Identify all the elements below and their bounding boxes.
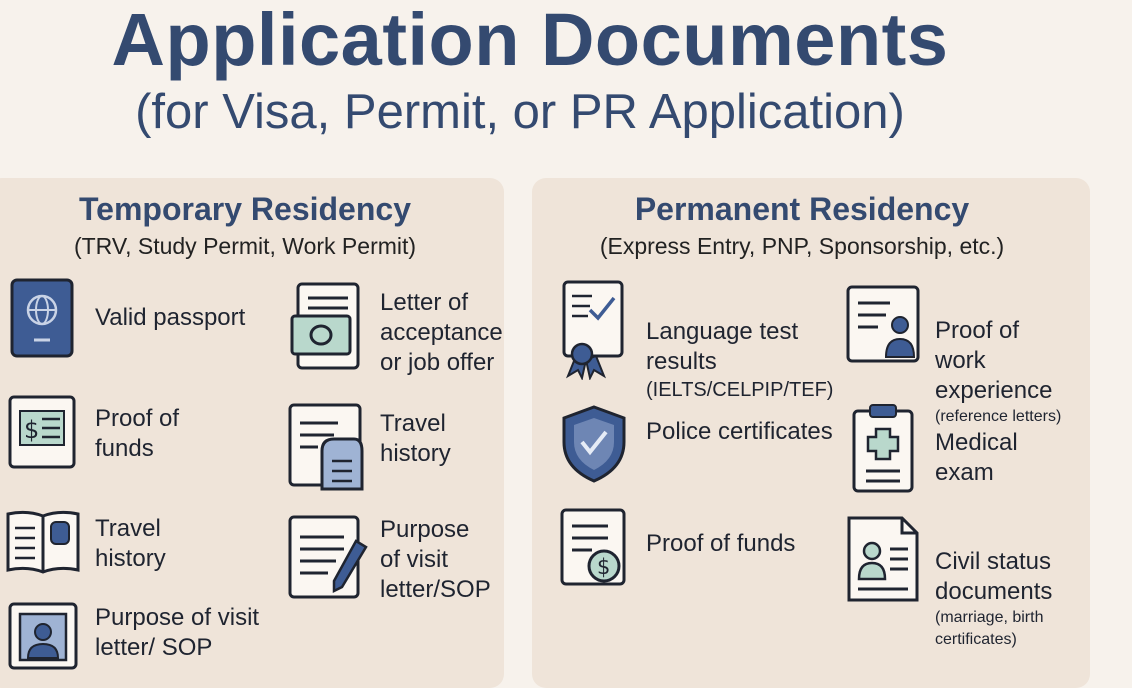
shield-check-icon (560, 404, 628, 484)
item-note: (marriage, birth certificates) (935, 609, 1044, 648)
page-subtitle: (for Visa, Permit, or PR Application) (135, 85, 905, 139)
funds-document-icon (8, 395, 78, 471)
item-label: Language test results (IELTS/CELPIP/TEF) (646, 318, 834, 401)
page-title: Application Documents (111, 0, 949, 81)
item-label: Travel history (95, 515, 166, 572)
item-label: Purpose of visit letter/SOP (380, 516, 491, 603)
item-label: Civil status documents (marriage, birth certificates) (935, 517, 1052, 681)
work-profile-icon (846, 285, 920, 365)
item-label: Medical exam (935, 429, 1018, 486)
item-label: Travel history (380, 410, 451, 467)
item-label: Proof of funds (646, 530, 796, 557)
svg-text:$: $ (24, 416, 40, 444)
passport-icon (10, 278, 74, 358)
permanent-residency-subtitle: (Express Entry, PNP, Sponsorship, etc.) (599, 233, 1005, 259)
medical-clipboard-icon (850, 403, 916, 493)
dollar-document-icon (560, 508, 628, 588)
item-label: Proof of work experience (reference letters) (935, 286, 1061, 458)
open-passport-icon (5, 508, 81, 576)
item-note: (reference letters) (935, 408, 1062, 425)
money-letter-icon (288, 282, 362, 372)
photo-id-icon (8, 602, 78, 670)
svg-text:$: $ (597, 555, 611, 579)
item-note: (IELTS/CELPIP/TEF) (646, 379, 834, 401)
civil-document-icon (846, 515, 920, 603)
item-label: Letter of acceptance or job offer (380, 289, 503, 376)
item-label: Valid passport (95, 304, 246, 331)
item-label: Police certificates (646, 418, 833, 445)
temporary-residency-subtitle: (TRV, Study Permit, Work Permit) (73, 233, 417, 259)
temporary-residency-title: Temporary Residency (79, 191, 411, 227)
item-label: Proof of funds (95, 405, 180, 462)
pen-letter-icon (288, 515, 372, 601)
certificate-icon (560, 280, 628, 380)
permanent-residency-title: Permanent Residency (634, 191, 970, 227)
item-label: Purpose of visit letter/ SOP (95, 604, 260, 661)
travel-documents-icon (288, 403, 364, 493)
